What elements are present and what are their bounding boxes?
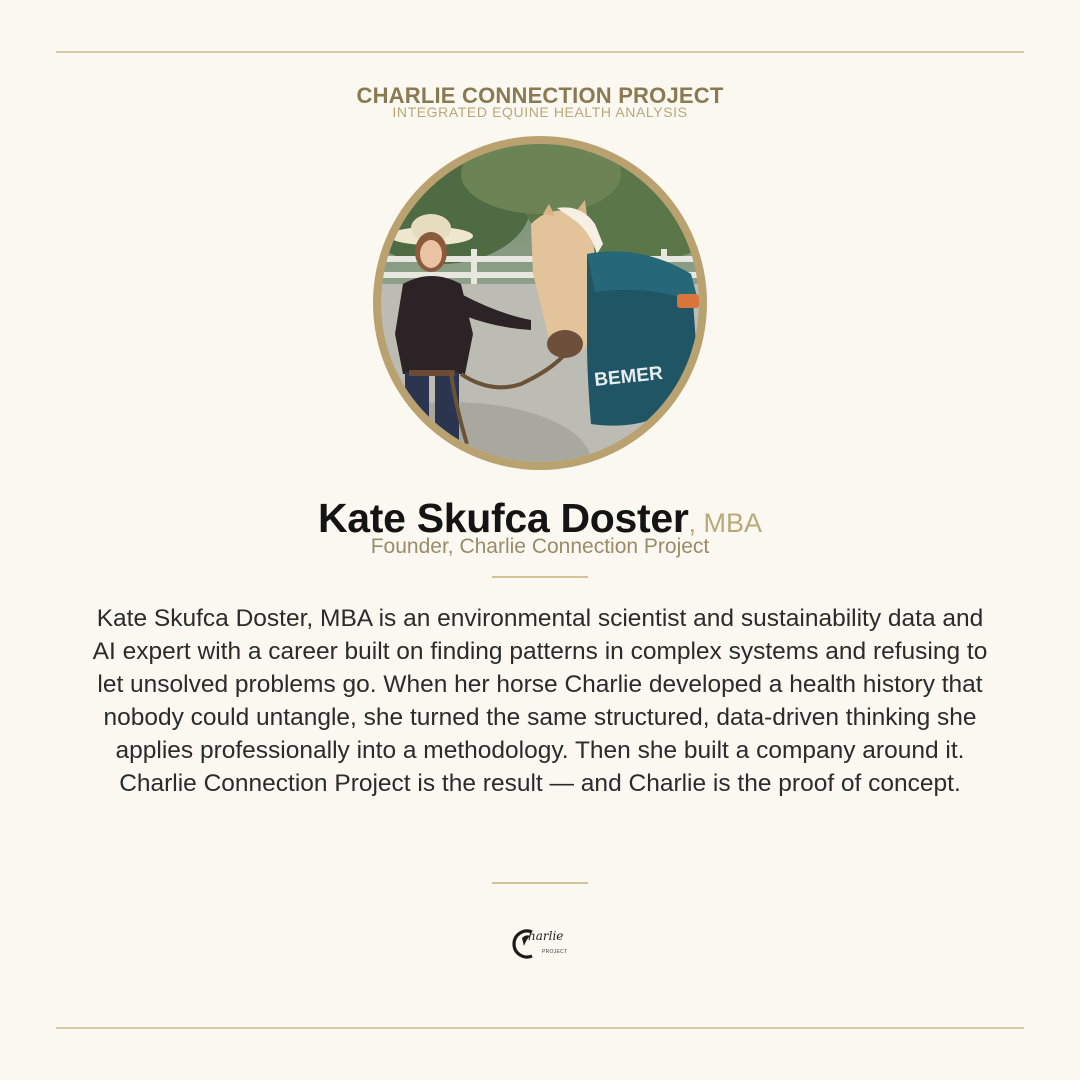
- logo-script-text: harlie: [528, 929, 564, 943]
- blanket-brand-text: BEMER: [593, 362, 664, 391]
- portrait-illustration: [381, 144, 699, 462]
- person-role: Founder, Charlie Connection Project: [370, 535, 710, 558]
- section-divider: [492, 882, 588, 884]
- bio-paragraph: Kate Skufca Doster, MBA is an environmental scientist and sustainability data and AI expert with a career built on finding patterns in complex systems and refusing to let unsolved problems go. When her horse Charlie developed a health history that nobody could untangle, she turned the same structured, data-driven thinking she applies professionally into a methodology. Then she built a company around it. Charlie Connection Project is the result — and Charlie is the proof of concept.: [92, 605, 988, 797]
- top-divider-line: [56, 51, 1024, 53]
- portrait-frame: [373, 136, 707, 470]
- brand-subtitle: INTEGRATED EQUINE HEALTH ANALYSIS: [392, 104, 688, 120]
- portrait-photo: [381, 144, 699, 462]
- brand-title: CHARLIE CONNECTION PROJECT: [356, 83, 724, 108]
- person-credential: , MBA: [688, 508, 763, 538]
- section-divider: [492, 576, 588, 578]
- bottom-divider-line: [56, 1027, 1024, 1029]
- logo-small-text: PROJECT: [542, 949, 568, 955]
- person-name: Kate Skufca Doster: [317, 495, 689, 541]
